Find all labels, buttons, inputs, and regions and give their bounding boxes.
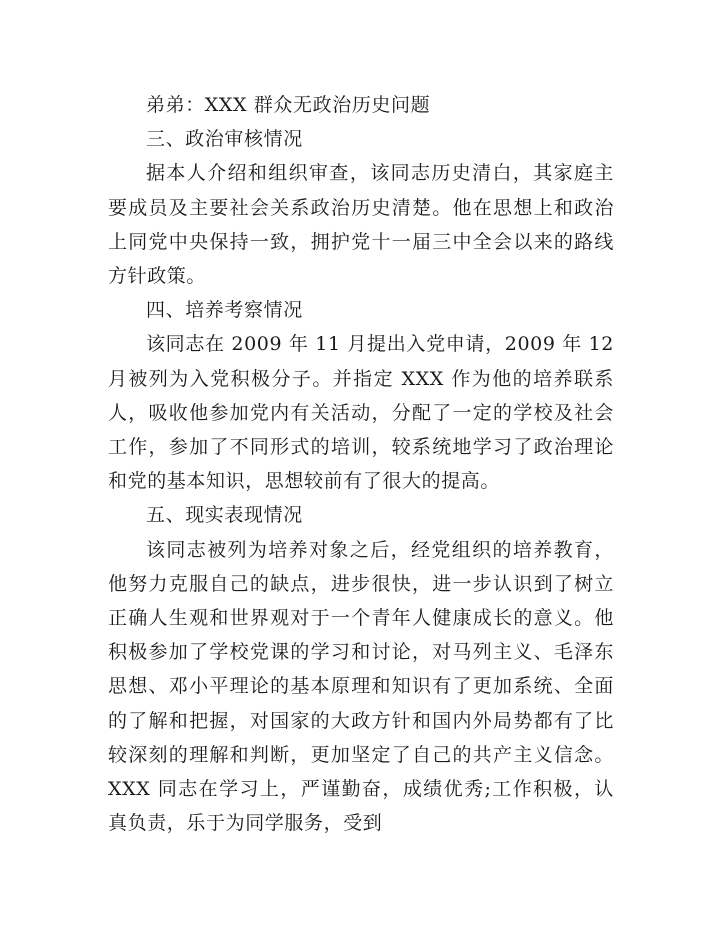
document-body	[108, 88, 614, 840]
section-heading-training-inspection: 四、培养考察情况	[146, 299, 303, 322]
current-performance-paragraph: 该同志被列为培养对象之后，经党组织的培养教育，他努力克服自己的缺点，进步很快，进一步认识到了树立正确人生观和世界观对于一个青年人健康成长的意义。他积极参加了学校党课的学习和讨论，对马列主义、毛泽东思想、邓小平理论的基本原理和知识有了更加系统、全面的了解和把握，对国家的大政方针和国内外局势都有了比较深刻的理解和判断，更加坚定了自己的共产主义信念。XXX 同志在学习上，严谨勤奋，成绩优秀;工作积极，认真负责，乐于为同学服务，受到	[108, 538, 614, 835]
section-heading-political-review: 三、政治审核情况	[146, 128, 303, 151]
section-heading-current-performance: 五、现实表现情况	[146, 504, 303, 527]
training-inspection-paragraph: 该同志在 2009 年 11 月提出入党申请，2009 年 12 月被列为入党积极分子。并指定 XXX 作为他的培养联系人，吸收他参加党内有关活动，分配了一定的学校及社会工作，参加了不同形式的培训，较系统地学习了政治理论和党的基本知识，思想较前有了很大的提高。	[108, 333, 614, 493]
political-review-paragraph: 据本人介绍和组织审查，该同志历史清白，其家庭主要成员及主要社会关系政治历史清楚。他在思想上和政治上同党中央保持一致，拥护党十一届三中全会以来的路线方针政策。	[108, 162, 614, 288]
brother-info-line: 弟弟：XXX 群众无政治历史问题	[146, 94, 431, 116]
